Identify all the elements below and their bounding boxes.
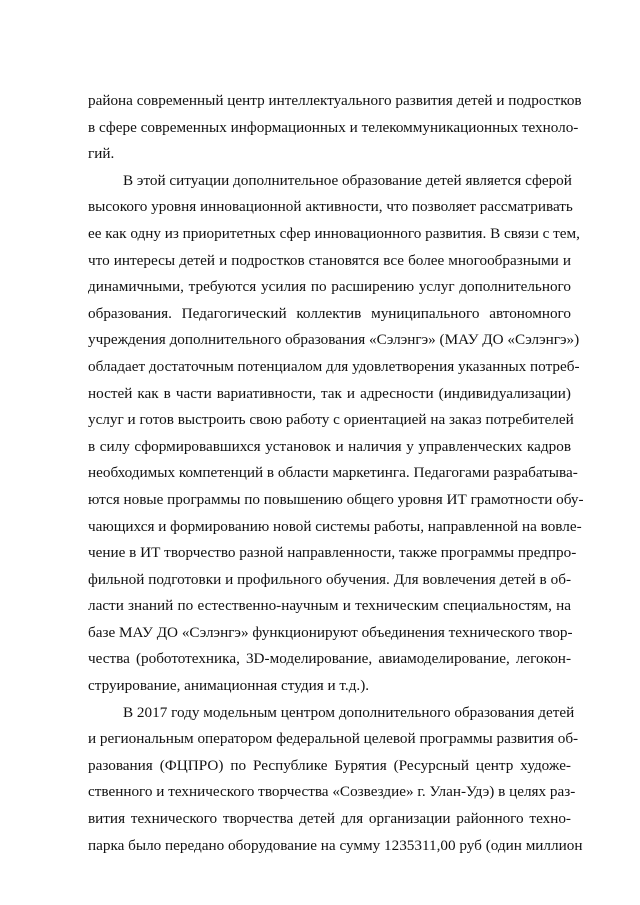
- text-line: что интересы детей и подростков становятся все более многообразными и: [88, 251, 571, 269]
- document-page: [88, 88, 584, 859]
- text-line: учреждения дополнительного образования «Сэлэнгэ» (МАУ ДО «Сэлэнгэ»): [88, 331, 580, 349]
- text-line: ются новые программы по повышению общего уровня ИТ грамотности обу-: [88, 490, 584, 508]
- text-line: района современный центр интеллектуального развития детей и подростков: [88, 92, 582, 109]
- paragraph-2: [88, 168, 584, 700]
- text-line: чение в ИТ творчество разной направленности, также программы предпро-: [88, 544, 577, 562]
- text-line: В этой ситуации дополнительное образование детей является сферой: [123, 171, 572, 189]
- text-line: высокого уровня инновационной активности, что позволяет рассматривать: [88, 198, 573, 216]
- text-line: необходимых компетенций в области маркетинга. Педагогами разрабатыва-: [88, 464, 578, 482]
- text-line: разования (ФЦПРО) по Республике Бурятия (Ресурсный центр художе-: [88, 756, 571, 774]
- text-line: парка было передано оборудование на сумму 1235311,00 руб (один миллион: [88, 836, 583, 854]
- text-line: услуг и готов выстроить свою работу с ориентацией на заказ потребителей: [88, 411, 574, 429]
- text-line: обладает достаточным потенциалом для удовлетворения указанных потреб-: [88, 357, 580, 375]
- paragraph-3: [88, 700, 583, 860]
- text-line: ственного и технического творчества «Созвездие» г. Улан-Удэ) в целях раз-: [88, 783, 576, 801]
- text-line: чающихся и формированию новой системы работы, направленной на вовле-: [88, 517, 582, 535]
- text-line: динамичными, требуются усилия по расширению услуг дополнительного: [88, 278, 571, 296]
- text-line: чества (робототехника, 3D-моделирование, авиамоделирование, легокон-: [88, 650, 571, 668]
- text-line: гий.: [88, 145, 115, 163]
- text-line: фильной подготовки и профильного обучения. Для вовлечения детей в об-: [88, 570, 571, 588]
- text-line: в сфере современных информационных и телекоммуникационных техноло-: [88, 118, 579, 136]
- text-line: В 2017 году модельным центром дополнительного образования детей: [123, 703, 575, 721]
- text-line: вития технического творчества детей для организации районного техно-: [88, 810, 571, 828]
- text-line: образования. Педагогический коллектив муниципального автономного: [88, 304, 571, 322]
- paragraph-1: [88, 88, 582, 168]
- text-line: ностей как в части вариативности, так и адресности (индивидуализации): [88, 384, 571, 402]
- text-line: базе МАУ ДО «Сэлэнгэ» функционируют объединения технического твор-: [88, 623, 573, 641]
- text-line: и региональным оператором федеральной целевой программы развития об-: [88, 730, 579, 748]
- text-line: ласти знаний по естественно-научным и техническим специальностям, на: [88, 597, 571, 615]
- text-line: струирование, анимационная студия и т.д.).: [88, 677, 370, 695]
- text-line: ее как одну из приоритетных сфер инновационного развития. В связи с тем,: [88, 224, 580, 242]
- text-line: в силу сформировавшихся установок и наличия у управленческих кадров: [88, 437, 571, 455]
